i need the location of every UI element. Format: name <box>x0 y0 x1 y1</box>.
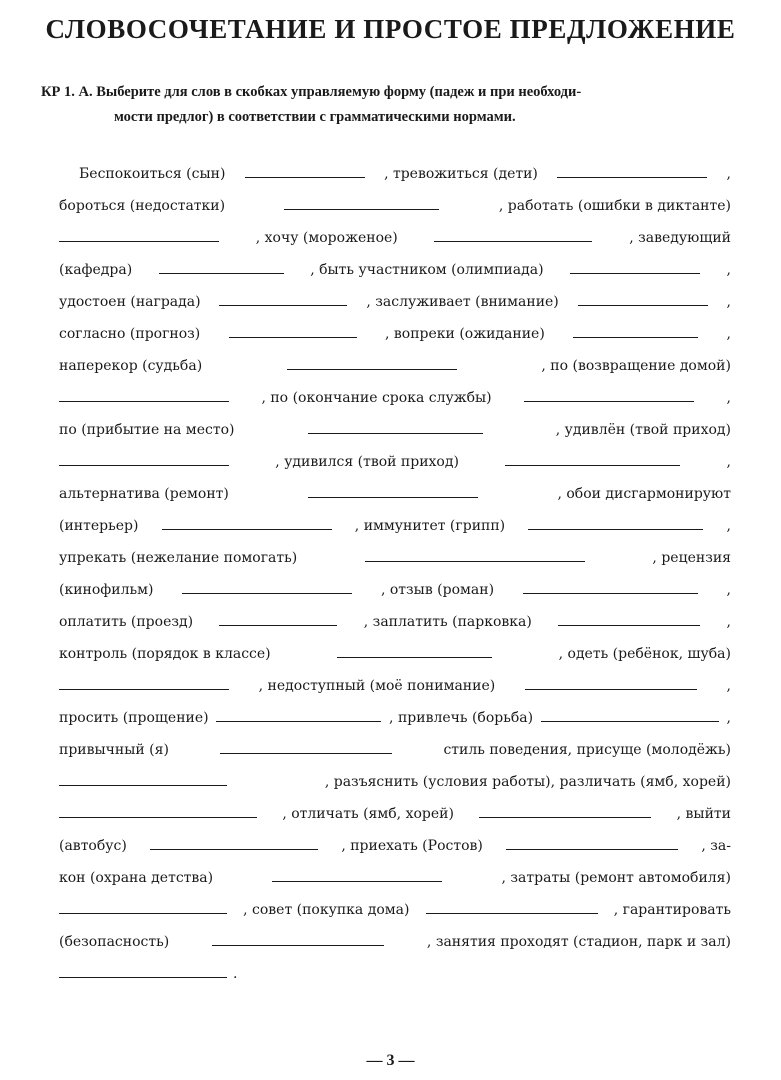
exercise-text-segment: , отзыв (роман) <box>380 582 495 598</box>
exercise-text-segment: , <box>726 294 731 310</box>
answer-blank[interactable] <box>287 368 457 370</box>
exercise-line <box>59 246 731 278</box>
exercise-text-segment: , заплатить (парковка) <box>363 614 532 630</box>
answer-blank[interactable] <box>219 304 347 306</box>
exercise-text-segment: (кинофильм) <box>59 582 154 598</box>
answer-blank[interactable] <box>59 816 257 818</box>
exercise-text-segment: удостоен (награда) <box>59 294 201 310</box>
answer-blank[interactable] <box>59 784 227 786</box>
answer-blank[interactable] <box>219 624 337 626</box>
answer-blank[interactable] <box>220 752 392 754</box>
exercise-text-segment: , по (окончание срока службы) <box>261 390 492 406</box>
exercise-text-segment: , рецензия <box>652 550 731 566</box>
answer-blank[interactable] <box>216 720 381 722</box>
answer-blank[interactable] <box>159 272 284 274</box>
exercise-text-segment: , быть участником (олимпиада) <box>310 262 544 278</box>
exercise-line <box>59 374 731 406</box>
exercise-line <box>59 150 731 182</box>
exercise-text-segment: , занятия проходят (стадион, парк и зал) <box>426 934 731 950</box>
exercise-text-segment: , <box>726 454 731 470</box>
exercise-line <box>59 502 731 534</box>
answer-blank[interactable] <box>308 496 478 498</box>
exercise-line <box>59 694 731 726</box>
answer-blank[interactable] <box>212 944 384 946</box>
exercise-text-segment: , работать (ошибки в диктанте) <box>498 198 731 214</box>
exercise-text-segment: стиль поведения, присуще (молодёжь) <box>443 742 731 758</box>
exercise-text-segment: контроль (порядок в классе) <box>59 646 271 662</box>
exercise-text-segment: альтернатива (ремонт) <box>59 486 229 502</box>
page-number: — 3 — <box>366 1052 415 1069</box>
answer-blank[interactable] <box>505 464 680 466</box>
exercise-line <box>59 822 731 854</box>
exercise-text-segment: , <box>726 614 731 630</box>
exercise-text-segment: , хочу (мороженое) <box>255 230 398 246</box>
exercise-text-segment: , за- <box>701 838 731 854</box>
exercise-text-segment: бороться (недостатки) <box>59 198 226 214</box>
exercise-text-segment: , одеть (ребёнок, шуба) <box>558 646 731 662</box>
exercise-text-segment: , <box>726 710 731 726</box>
exercise-text-segment: , <box>726 582 731 598</box>
exercise-line <box>59 950 731 982</box>
exercise-line <box>59 598 731 630</box>
exercise-text-segment: (интерьер) <box>59 518 139 534</box>
answer-blank[interactable] <box>284 208 439 210</box>
exercise-text-segment: , <box>726 262 731 278</box>
page-title: СЛОВОСОЧЕТАНИЕ И ПРОСТОЕ ПРЕДЛОЖЕНИЕ <box>45 14 736 44</box>
exercise-line <box>59 470 731 502</box>
exercise-text-segment: , отличать (ямб, хорей) <box>282 806 454 822</box>
exercise-line <box>59 630 731 662</box>
exercise-text-segment: (кафедра) <box>59 262 133 278</box>
exercise-text-segment: , удивлён (твой приход) <box>555 422 731 438</box>
exercise-line <box>59 566 731 598</box>
exercise-text-segment: привычный (я) <box>59 742 169 758</box>
answer-blank[interactable] <box>245 176 365 178</box>
answer-blank[interactable] <box>573 336 698 338</box>
exercise-text-segment: , недоступный (моё понимание) <box>258 678 496 694</box>
exercise-line <box>59 918 731 950</box>
exercise-text-segment: , <box>726 326 731 342</box>
exercise-text-segment: (безопасность) <box>59 934 170 950</box>
exercise-text-segment: , тревожиться (дети) <box>384 166 538 182</box>
answer-blank[interactable] <box>59 400 229 402</box>
task-text-line1: Выберите для слов в скобках управляемую форму (падеж и при необходи- <box>96 84 582 100</box>
answer-blank[interactable] <box>558 624 700 626</box>
exercise-text-segment: по (прибытие на место) <box>59 422 235 438</box>
answer-blank[interactable] <box>506 848 678 850</box>
answer-blank[interactable] <box>59 976 227 978</box>
exercise-text-segment: , иммунитет (грипп) <box>354 518 506 534</box>
exercise-text-segment: , заведующий <box>629 230 731 246</box>
exercise-line <box>59 726 731 758</box>
answer-blank[interactable] <box>337 656 492 658</box>
exercise-text-segment: просить (прощение) <box>59 710 209 726</box>
answer-blank[interactable] <box>59 240 219 242</box>
exercise-line <box>59 310 731 342</box>
task-label: КР 1. А. <box>41 84 93 100</box>
exercise-text <box>59 150 731 982</box>
exercise-text-segment: Беспокоиться (сын) <box>79 166 226 182</box>
exercise-text-segment: , выйти <box>676 806 731 822</box>
exercise-line <box>59 854 731 886</box>
exercise-line <box>59 406 731 438</box>
exercise-text-segment: , обои дисгармонируют <box>557 486 731 502</box>
answer-blank[interactable] <box>182 592 352 594</box>
exercise-text-segment: кон (охрана детства) <box>59 870 214 886</box>
exercise-text-segment: , <box>726 518 731 534</box>
exercise-line <box>59 758 731 790</box>
answer-blank[interactable] <box>272 880 442 882</box>
exercise-text-segment: , вопреки (ожидание) <box>385 326 545 342</box>
answer-blank[interactable] <box>578 304 708 306</box>
answer-blank[interactable] <box>59 912 227 914</box>
answer-blank[interactable] <box>162 528 332 530</box>
exercise-text-segment: согласно (прогноз) <box>59 326 201 342</box>
answer-blank[interactable] <box>525 688 697 690</box>
exercise-text-segment: , удивился (твой приход) <box>275 454 459 470</box>
exercise-text-segment: (автобус) <box>59 838 127 854</box>
exercise-text-segment: , <box>726 678 731 694</box>
answer-blank[interactable] <box>479 816 651 818</box>
exercise-text-segment: , привлечь (борьба) <box>389 710 534 726</box>
answer-blank[interactable] <box>59 688 229 690</box>
exercise-text-segment: , заслуживает (внимание) <box>366 294 559 310</box>
exercise-line <box>59 182 731 214</box>
exercise-text-segment: . <box>233 966 238 982</box>
task-instruction <box>41 80 741 130</box>
exercise-line <box>59 342 731 374</box>
exercise-text-segment: , затраты (ремонт автомобиля) <box>501 870 731 886</box>
exercise-line <box>59 534 731 566</box>
exercise-text-segment: оплатить (проезд) <box>59 614 194 630</box>
exercise-line <box>59 214 731 246</box>
answer-blank[interactable] <box>528 528 703 530</box>
exercise-line <box>59 278 731 310</box>
answer-blank[interactable] <box>557 176 707 178</box>
answer-blank[interactable] <box>308 432 483 434</box>
exercise-line <box>59 790 731 822</box>
exercise-text-segment: , по (возвращение домой) <box>541 358 731 374</box>
answer-blank[interactable] <box>229 336 357 338</box>
exercise-text-segment: упрекать (нежелание помогать) <box>59 550 298 566</box>
exercise-line <box>59 662 731 694</box>
answer-blank[interactable] <box>541 720 719 722</box>
exercise-text-segment: , приехать (Ростов) <box>341 838 483 854</box>
answer-blank[interactable] <box>523 592 698 594</box>
answer-blank[interactable] <box>524 400 694 402</box>
answer-blank[interactable] <box>434 240 592 242</box>
exercise-line <box>59 886 731 918</box>
answer-blank[interactable] <box>365 560 585 562</box>
answer-blank[interactable] <box>426 912 598 914</box>
answer-blank[interactable] <box>59 464 229 466</box>
exercise-text-segment: , гарантировать <box>613 902 731 918</box>
exercise-text-segment: , совет (покупка дома) <box>243 902 410 918</box>
answer-blank[interactable] <box>150 848 318 850</box>
exercise-line <box>59 438 731 470</box>
exercise-text-segment: , разъяснить (условия работы), различать (ямб, хорей) <box>324 774 731 790</box>
task-text-line2: мости предлог) в соответствии с грамматическими нормами. <box>114 109 516 125</box>
exercise-text-segment: , <box>726 390 731 406</box>
answer-blank[interactable] <box>570 272 700 274</box>
exercise-text-segment: наперекор (судьба) <box>59 358 203 374</box>
exercise-text-segment: , <box>726 166 731 182</box>
